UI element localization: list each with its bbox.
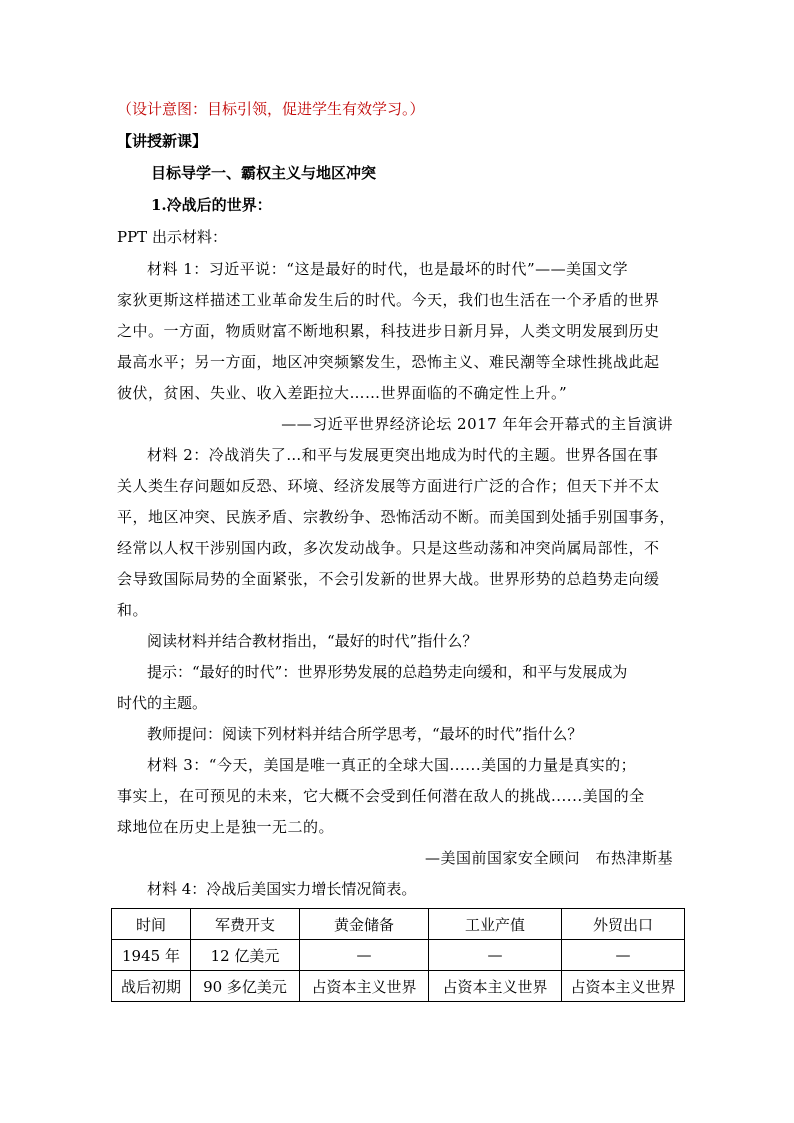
- table-cell: 战后初期: [112, 971, 191, 1002]
- material2-line: 和。: [117, 601, 149, 619]
- table-cell: 90 多亿美元: [191, 971, 300, 1002]
- material1-line: 家狄更斯这样描述工业革命发生后的时代。今天，我们也生活在一个矛盾的世界: [117, 291, 660, 309]
- table-cell: 12 亿美元: [191, 940, 300, 971]
- material2-line: 关人类生存问题如反恐、环境、经济发展等方面进行广泛的合作；但天下并不太: [117, 477, 660, 495]
- table-cell: 占资本主义世界: [429, 971, 562, 1002]
- table-cell: 占资本主义世界: [562, 971, 685, 1002]
- table-cell: —: [562, 940, 685, 971]
- table-header-cell: 军费开支: [191, 909, 300, 940]
- question-best-era: 阅读材料并结合教材指出，“最好的时代”指什么？: [147, 632, 478, 650]
- table-cell: 1945 年: [112, 940, 191, 971]
- table-cell: 占资本主义世界: [300, 971, 429, 1002]
- material3-line: 材料 3：“今天，美国是唯一真正的全球大国......美国的力量是真实的；: [147, 756, 637, 774]
- teacher-question: 教师提问：阅读下列材料并结合所学思考，“最坏的时代”指什么？: [147, 725, 583, 743]
- us-power-table: [111, 908, 685, 1002]
- material2-line: 材料 2：冷战消失了…和平与发展更突出地成为时代的主题。世界各国在事: [147, 446, 659, 464]
- table-header-cell: 外贸出口: [562, 909, 685, 940]
- goal-heading: 目标导学一、霸权主义与地区冲突: [151, 164, 377, 182]
- hint-line: 提示：“最好的时代”：世界形势发展的总趋势走向缓和，和平与发展成为: [147, 663, 628, 681]
- table-row: [112, 971, 685, 1002]
- material1-source: ——习近平世界经济论坛 2017 年年会开幕式的主旨演讲: [281, 415, 673, 433]
- sub-heading: 1.冷战后的世界：: [151, 196, 272, 214]
- material2-line: 会导致国际局势的全面紧张，不会引发新的世界大战。世界形势的总趋势走向缓: [117, 570, 660, 588]
- material1-line: 之中。一方面，物质财富不断地积累，科技进步日新月异，人类文明发展到历史: [117, 322, 660, 340]
- table-header-cell: 黄金储备: [300, 909, 429, 940]
- material1-line: 最高水平；另一方面，地区冲突频繁发生，恐怖主义、难民潮等全球性挑战此起: [117, 353, 660, 371]
- material2-line: 经常以人权干涉别国内政，多次发动战争。只是这些动荡和冲突尚属局部性，不: [117, 539, 660, 557]
- material4-intro: 材料 4：冷战后美国实力增长情况简表。: [147, 880, 417, 898]
- material1-line: 材料 1：习近平说：“这是最好的时代，也是最坏的时代”——美国文学: [147, 260, 629, 278]
- material3-source: —美国前国家安全顾问 布热津斯基: [424, 849, 673, 867]
- table-header-cell: 工业产值: [429, 909, 562, 940]
- ppt-intro: PPT 出示材料：: [117, 228, 227, 246]
- material3-line: 球地位在历史上是独一无二的。: [117, 818, 335, 836]
- hint-line: 时代的主题。: [117, 694, 208, 712]
- table-header-cell: 时间: [112, 909, 191, 940]
- material1-line: 彼伏，贫困、失业、收入差距拉大……世界面临的不确定性上升。”: [117, 384, 568, 402]
- material2-line: 平，地区冲突、民族矛盾、宗教纷争、恐怖活动不断。而美国到处插手别国事务，: [117, 508, 676, 526]
- material3-line: 事实上，在可预见的未来，它大概不会受到任何潜在敌人的挑战......美国的全: [117, 787, 645, 805]
- section-heading: 【讲授新课】: [117, 132, 208, 150]
- table-cell: —: [300, 940, 429, 971]
- table-cell: —: [429, 940, 562, 971]
- table-header-row: [112, 909, 685, 940]
- design-intent-note: （设计意图：目标引领，促进学生有效学习。）: [117, 100, 425, 118]
- table-row: [112, 940, 685, 971]
